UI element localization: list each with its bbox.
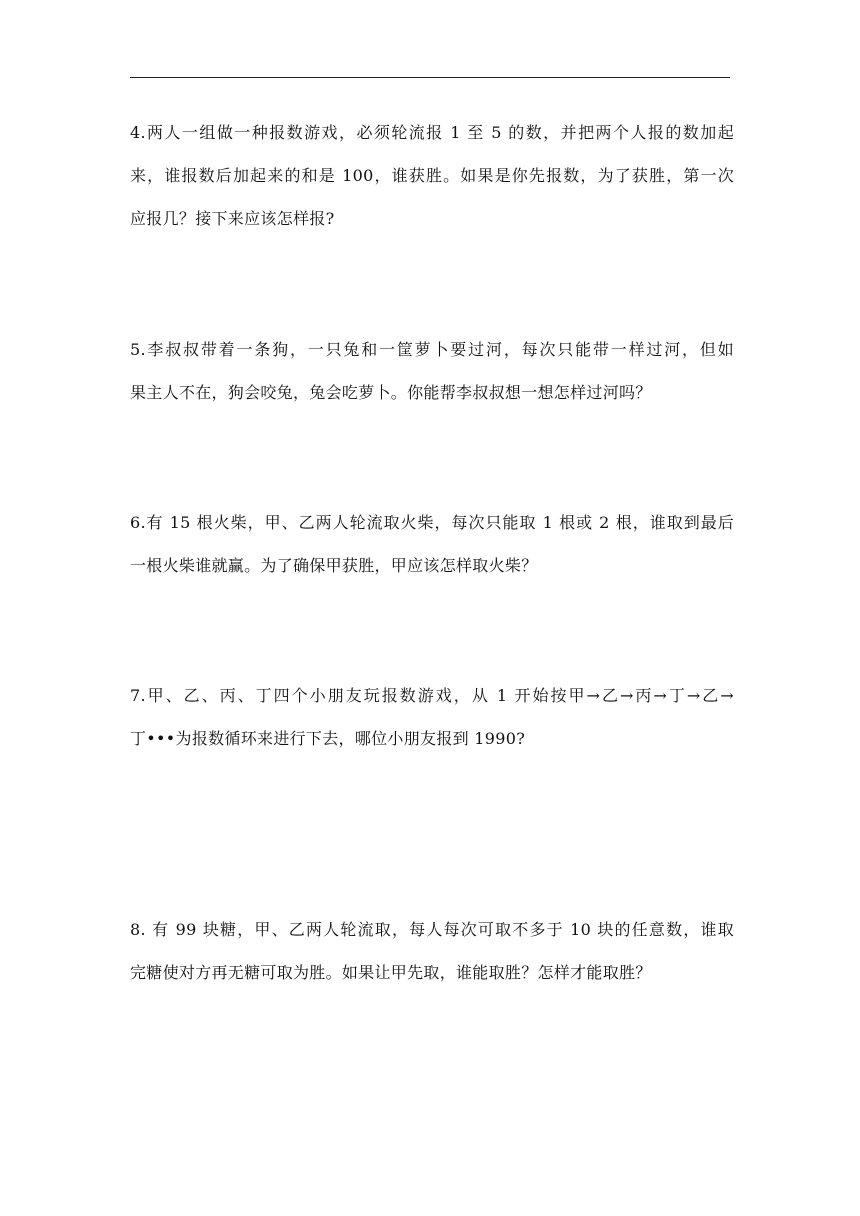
problem-line: 一根火柴谁就赢。为了确保甲获胜，甲应该怎样取火柴？ — [130, 556, 538, 575]
problem-6 — [130, 501, 734, 587]
problem-8 — [130, 908, 734, 994]
problem-line: 7.甲、乙、丙、丁四个小朋友玩报数游戏，从 1 开始按甲→乙→丙→丁→乙→ — [130, 686, 734, 705]
problem-line: 6.有 15 根火柴，甲、乙两人轮流取火柴，每次只能取 1 根或 2 根，谁取到最后 — [130, 513, 734, 532]
problem-line: 4.两人一组做一种报数游戏，必须轮流报 1 至 5 的数，并把两个人报的数加起 — [130, 123, 734, 142]
problem-5 — [130, 328, 734, 414]
problem-7 — [130, 674, 734, 760]
problem-line: 5.李叔叔带着一条狗，一只兔和一筐萝卜要过河，每次只能带一样过河，但如 — [130, 340, 734, 359]
problem-4 — [130, 111, 734, 240]
problem-line: 完糖使对方再无糖可取为胜。如果让甲先取，谁能取胜？怎样才能取胜？ — [130, 963, 652, 982]
problem-line: 来，谁报数后加起来的和是 100，谁获胜。如果是你先报数，为了获胜，第一次 — [130, 166, 734, 185]
problem-line: 8. 有 99 块糖，甲、乙两人轮流取，每人每次可取不多于 10 块的任意数，谁取 — [130, 920, 734, 939]
problem-line: 丁•••为报数循环来进行下去，哪位小朋友报到 1990? — [130, 729, 526, 748]
problem-line: 应报几？接下来应该怎样报? — [130, 209, 335, 228]
header-rule — [130, 77, 730, 78]
problem-line: 果主人不在，狗会咬兔，兔会吃萝卜。你能帮李叔叔想一想怎样过河吗？ — [130, 383, 652, 402]
